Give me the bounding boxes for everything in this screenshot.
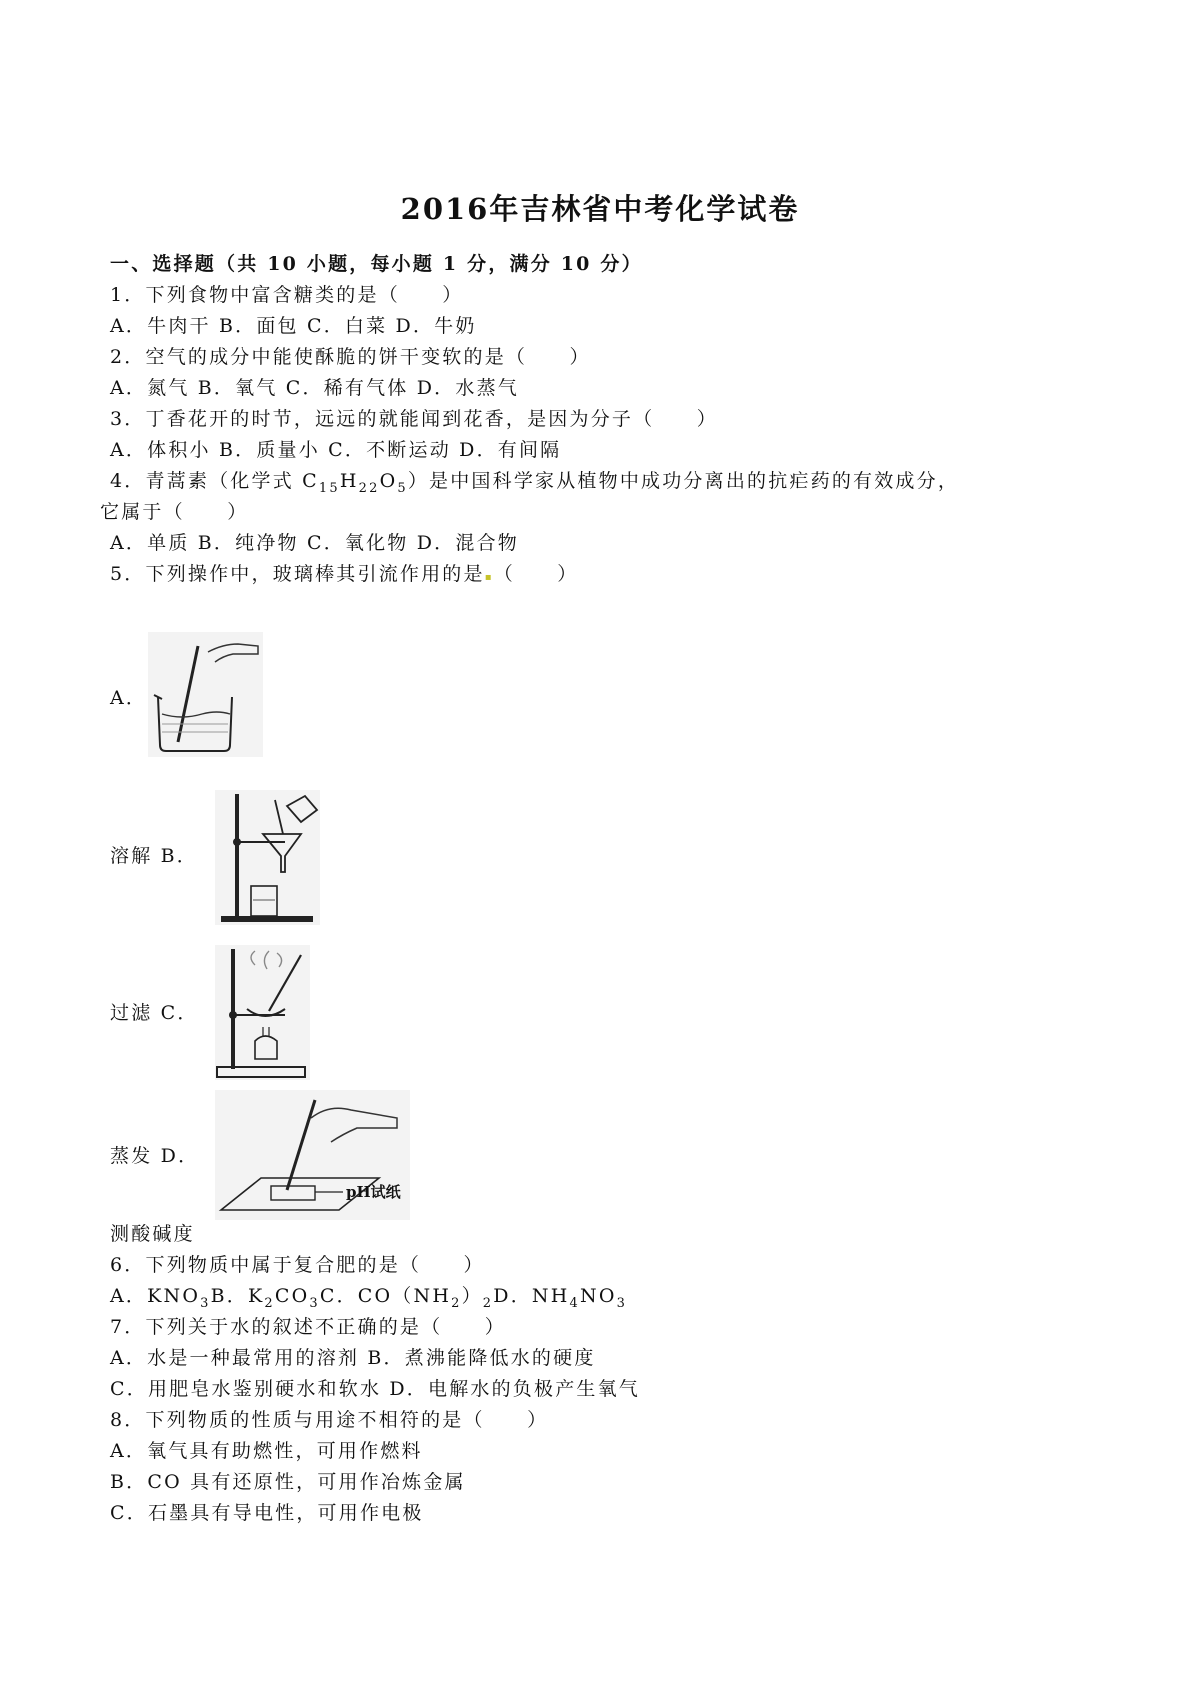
q6-option-c: C．CO（NH [319,1285,452,1307]
q4-sub1: 15 [318,480,340,496]
q7-options-row2: C．用肥皂水鉴别硬水和软水 D．电解水的负极产生氧气 [110,1378,641,1400]
q6-option-d: D．NH [493,1285,570,1307]
q1-stem: 1．下列食物中富含糖类的是（ ） [110,284,464,306]
page-title: 2016年吉林省中考化学试卷 [400,192,800,226]
q6-b-sub1: 2 [264,1295,275,1311]
q4-stem-pre: 4．青蒿素（化学式 C [110,470,319,492]
q8-option-a: A．氧气具有助燃性，可用作燃料 [110,1440,423,1462]
q7-options-row1: A．水是一种最常用的溶剂 B．煮沸能降低水的硬度 [110,1347,596,1369]
q6-stem: 6．下列物质中属于复合肥的是（ ） [110,1254,485,1276]
q6-d-sub1: 4 [569,1295,580,1311]
q4-sub2: 22 [358,480,380,496]
filtration-figure [215,790,320,925]
evaporation-figure [215,945,310,1080]
q6-b-sub2: 3 [309,1295,320,1311]
q5-stem-paren: （ ） [493,563,579,585]
q5-option-b-label: 溶解 B． [110,845,199,867]
q6-c-mid: ） [461,1285,483,1307]
q6-option-a: A．KNO [110,1285,201,1307]
q1-options: A．牛肉干 B．面包 C．白菜 D．牛奶 [110,315,477,337]
q2-stem: 2．空气的成分中能使酥脆的饼干变软的是（ ） [110,346,591,368]
q4-stem-post: ）是中国科学家从植物中成功分离出的抗疟药的有效成分， [407,470,960,492]
q6-b-mid: CO [274,1285,310,1307]
q6-c-sub1: 2 [451,1295,462,1311]
q4-stem [110,470,959,500]
q5-stem-text: 5．下列操作中，玻璃棒其引流作用的是 [110,563,485,585]
q5-stem [110,563,579,589]
q8-stem: 8．下列物质的性质与用途不相符的是（ ） [110,1409,549,1431]
section-heading: 一、选择题（共 10 小题，每小题 1 分，满分 10 分） [110,253,643,275]
q5-option-d-label: 蒸发 D． [110,1145,200,1167]
q4-options: A．单质 B．纯净物 C．氧化物 D．混合物 [110,532,519,554]
q5-option-c-label: 过滤 C． [110,1002,199,1024]
q5-option-a-label: A． [110,687,148,709]
ph-paper-label: pH试纸 [346,1183,401,1201]
q7-stem: 7．下列关于水的叙述不正确的是（ ） [110,1316,506,1338]
q4-o: O [379,470,398,492]
q6-d-mid: NO [580,1285,617,1307]
q4-h: H [339,470,359,492]
q3-options: A．体积小 B．质量小 C．不断运动 D．有间隔 [110,439,562,461]
q6-options [110,1285,627,1315]
q6-d-sub2: 3 [616,1295,628,1311]
q6-c-sub2: 2 [482,1295,494,1311]
q4-sub3: 5 [397,480,408,496]
q5-option-d-caption: 测酸碱度 [110,1223,195,1245]
q3-stem: 3．丁香花开的时节，远远的就能闻到花香，是因为分子（ ） [110,408,718,430]
scan-mark-icon: ▪ [484,572,494,583]
q4-stem-line2: 它属于（ ） [100,501,249,523]
q8-option-b: B．CO 具有还原性，可用作冶炼金属 [110,1471,466,1493]
q8-option-c: C．石墨具有导电性，可用作电极 [110,1502,424,1524]
q6-a-sub: 3 [200,1295,211,1311]
stirring-beaker-figure [148,632,263,757]
q6-option-b: B．K [210,1285,265,1307]
q2-options: A．氮气 B．氧气 C．稀有气体 D．水蒸气 [110,377,519,399]
